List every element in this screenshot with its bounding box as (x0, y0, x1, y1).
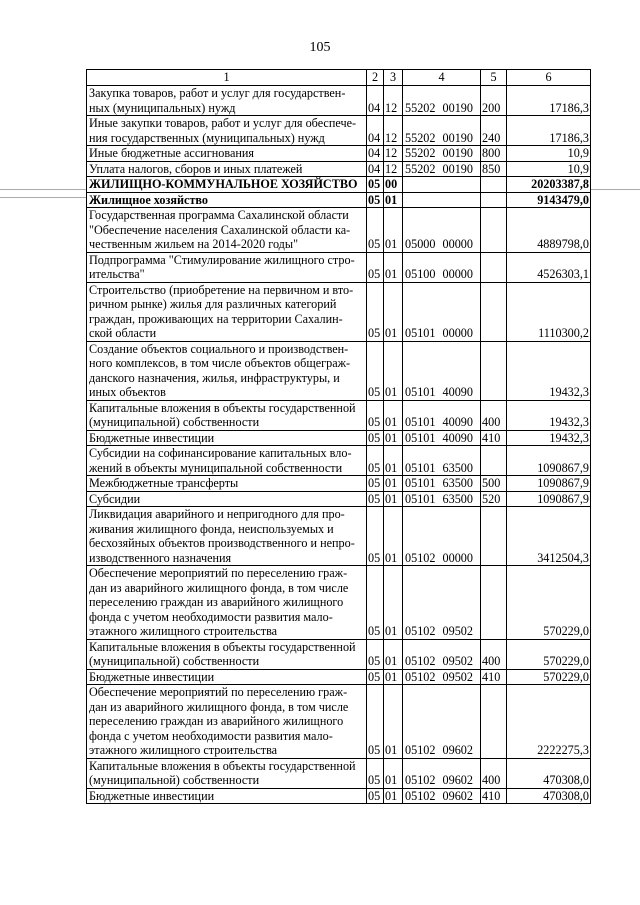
subsection-code-cell: 01 (384, 566, 403, 640)
amount-cell: 19432,3 (507, 400, 591, 430)
section-code-cell: 05 (367, 430, 384, 446)
table-row (87, 161, 591, 177)
target-article-cell: 05102 09502 (403, 669, 481, 685)
amount-cell: 1090867,9 (507, 476, 591, 492)
table-row (87, 116, 591, 146)
table-row (87, 86, 591, 116)
expense-kind-cell (481, 507, 507, 566)
target-article-cell: 05102 09602 (403, 685, 481, 759)
subsection-code-cell: 00 (384, 177, 403, 193)
expense-kind-cell: 400 (481, 758, 507, 788)
target-article-cell: 05102 09502 (403, 566, 481, 640)
amount-cell: 570229,0 (507, 639, 591, 669)
subsection-code-cell: 01 (384, 639, 403, 669)
table-row (87, 788, 591, 804)
amount-cell: 19432,3 (507, 430, 591, 446)
table-row (87, 685, 591, 759)
target-article-cell: 05100 00000 (403, 252, 481, 282)
subsection-code-cell: 01 (384, 252, 403, 282)
table-row (87, 192, 591, 208)
target-article-cell: 55202 00190 (403, 161, 481, 177)
amount-cell: 570229,0 (507, 566, 591, 640)
table-row (87, 282, 591, 341)
amount-cell: 4526303,1 (507, 252, 591, 282)
row-name-cell: Государственная программа Сахалинской области "Обеспечение населения Сахалинской области ка-чественным жильем на 2014-2020 годы" (87, 208, 367, 253)
table-row (87, 446, 591, 476)
expense-kind-cell: 520 (481, 491, 507, 507)
amount-cell: 10,9 (507, 161, 591, 177)
row-name-cell: Субсидии (87, 491, 367, 507)
target-article-cell: 55202 00190 (403, 146, 481, 162)
section-code-cell: 05 (367, 400, 384, 430)
section-code-cell: 05 (367, 208, 384, 253)
column-header: 6 (507, 70, 591, 86)
row-name-cell: Бюджетные инвестиции (87, 669, 367, 685)
budget-table (86, 69, 591, 804)
row-name-cell: ЖИЛИЩНО-КОММУНАЛЬНОЕ ХОЗЯЙСТВО (87, 177, 367, 193)
expense-kind-cell: 410 (481, 669, 507, 685)
section-code-cell: 04 (367, 86, 384, 116)
target-article-cell (403, 192, 481, 208)
section-code-cell: 05 (367, 758, 384, 788)
subsection-code-cell: 12 (384, 116, 403, 146)
row-name-cell: Капитальные вложения в объекты государственной (муниципальной) собственности (87, 758, 367, 788)
target-article-cell: 05101 40090 (403, 400, 481, 430)
section-code-cell: 05 (367, 282, 384, 341)
row-name-cell: Закупка товаров, работ и услуг для государствен-ных (муниципальных) нужд (87, 86, 367, 116)
subsection-code-cell: 01 (384, 446, 403, 476)
table-row (87, 669, 591, 685)
amount-cell: 3412504,3 (507, 507, 591, 566)
subsection-code-cell: 01 (384, 758, 403, 788)
expense-kind-cell (481, 566, 507, 640)
target-article-cell (403, 177, 481, 193)
column-header: 1 (87, 70, 367, 86)
expense-kind-cell (481, 282, 507, 341)
target-article-cell: 05102 09602 (403, 758, 481, 788)
column-header: 4 (403, 70, 481, 86)
subsection-code-cell: 01 (384, 685, 403, 759)
subsection-code-cell: 12 (384, 161, 403, 177)
amount-cell: 19432,3 (507, 341, 591, 400)
row-name-cell: Иные закупки товаров, работ и услуг для обеспече-ния государственных (муниципальных) нужд (87, 116, 367, 146)
row-name-cell: Подпрограмма "Стимулирование жилищного стро-ительства" (87, 252, 367, 282)
subsection-code-cell: 12 (384, 86, 403, 116)
column-header: 5 (481, 70, 507, 86)
table-row (87, 758, 591, 788)
section-code-cell: 04 (367, 116, 384, 146)
row-name-cell: Бюджетные инвестиции (87, 430, 367, 446)
expense-kind-cell (481, 177, 507, 193)
expense-kind-cell: 500 (481, 476, 507, 492)
section-code-cell: 04 (367, 146, 384, 162)
expense-kind-cell (481, 685, 507, 759)
table-row (87, 341, 591, 400)
row-name-cell: Строительство (приобретение на первичном и вто-ричном рынке) жилья для различных категорий граждан, проживающих на территории Сахалин-ской области (87, 282, 367, 341)
section-code-cell: 05 (367, 476, 384, 492)
expense-kind-cell: 800 (481, 146, 507, 162)
column-header: 2 (367, 70, 384, 86)
table-row (87, 177, 591, 193)
section-code-cell: 05 (367, 566, 384, 640)
amount-cell: 4889798,0 (507, 208, 591, 253)
row-name-cell: Обеспечение мероприятий по переселению граж-дан из аварийного жилищного фонда, в том числе переселению граждан из аварийного жилищного фонда с учетом необходимости развития мало-этажного жилищного строительства (87, 566, 367, 640)
section-code-cell: 05 (367, 788, 384, 804)
target-article-cell: 05101 63500 (403, 446, 481, 476)
amount-cell: 470308,0 (507, 788, 591, 804)
section-code-cell: 05 (367, 639, 384, 669)
subsection-code-cell: 01 (384, 208, 403, 253)
subsection-code-cell: 01 (384, 400, 403, 430)
target-article-cell: 55202 00190 (403, 116, 481, 146)
section-code-cell: 04 (367, 161, 384, 177)
table-row (87, 476, 591, 492)
row-name-cell: Капитальные вложения в объекты государственной (муниципальной) собственности (87, 639, 367, 669)
amount-cell: 470308,0 (507, 758, 591, 788)
section-code-cell: 05 (367, 507, 384, 566)
expense-kind-cell: 410 (481, 788, 507, 804)
subsection-code-cell: 01 (384, 491, 403, 507)
row-name-cell: Капитальные вложения в объекты государственной (муниципальной) собственности (87, 400, 367, 430)
row-name-cell: Иные бюджетные ассигнования (87, 146, 367, 162)
scan-artifact-line (590, 189, 640, 190)
page-number: 105 (309, 40, 331, 55)
amount-cell: 570229,0 (507, 669, 591, 685)
expense-kind-cell: 400 (481, 400, 507, 430)
expense-kind-cell: 850 (481, 161, 507, 177)
target-article-cell: 05101 00000 (403, 282, 481, 341)
row-name-cell: Субсидии на софинансирование капитальных вло-жений в объекты муниципальной собственности (87, 446, 367, 476)
amount-cell: 20203387,8 (507, 177, 591, 193)
table-row (87, 430, 591, 446)
subsection-code-cell: 12 (384, 146, 403, 162)
row-name-cell: Межбюджетные трансферты (87, 476, 367, 492)
subsection-code-cell: 01 (384, 669, 403, 685)
expense-kind-cell: 410 (481, 430, 507, 446)
table-row (87, 507, 591, 566)
expense-kind-cell (481, 208, 507, 253)
expense-kind-cell: 400 (481, 639, 507, 669)
expense-kind-cell (481, 446, 507, 476)
table-row (87, 146, 591, 162)
section-code-cell: 05 (367, 341, 384, 400)
subsection-code-cell: 01 (384, 282, 403, 341)
section-code-cell: 05 (367, 192, 384, 208)
amount-cell: 10,9 (507, 146, 591, 162)
row-name-cell: Ликвидация аварийного и непригодного для про-живания жилищного фонда, неиспользуемых и бесхозяйных объектов производственного и непро-изводственного назначения (87, 507, 367, 566)
amount-cell: 2222275,3 (507, 685, 591, 759)
table-row (87, 566, 591, 640)
table-row (87, 639, 591, 669)
expense-kind-cell (481, 252, 507, 282)
column-header: 3 (384, 70, 403, 86)
subsection-code-cell: 01 (384, 430, 403, 446)
table-row (87, 491, 591, 507)
table-row (87, 252, 591, 282)
table-header-row (87, 70, 591, 86)
amount-cell: 17186,3 (507, 116, 591, 146)
section-code-cell: 05 (367, 491, 384, 507)
amount-cell: 17186,3 (507, 86, 591, 116)
target-article-cell: 55202 00190 (403, 86, 481, 116)
subsection-code-cell: 01 (384, 507, 403, 566)
section-code-cell: 05 (367, 252, 384, 282)
table-row (87, 208, 591, 253)
amount-cell: 1090867,9 (507, 446, 591, 476)
amount-cell: 1110300,2 (507, 282, 591, 341)
scan-artifact-line (0, 189, 86, 190)
section-code-cell: 05 (367, 685, 384, 759)
expense-kind-cell (481, 192, 507, 208)
row-name-cell: Бюджетные инвестиции (87, 788, 367, 804)
row-name-cell: Обеспечение мероприятий по переселению граж-дан из аварийного жилищного фонда, в том числе переселению граждан из аварийного жилищного фонда с учетом необходимости развития мало-этажного жилищного строительства (87, 685, 367, 759)
section-code-cell: 05 (367, 446, 384, 476)
target-article-cell: 05101 40090 (403, 430, 481, 446)
target-article-cell: 05101 40090 (403, 341, 481, 400)
scan-artifact-line (0, 197, 86, 198)
amount-cell: 9143479,0 (507, 192, 591, 208)
target-article-cell: 05101 63500 (403, 476, 481, 492)
subsection-code-cell: 01 (384, 341, 403, 400)
expense-kind-cell: 200 (481, 86, 507, 116)
subsection-code-cell: 01 (384, 192, 403, 208)
section-code-cell: 05 (367, 177, 384, 193)
row-name-cell: Уплата налогов, сборов и иных платежей (87, 161, 367, 177)
target-article-cell: 05102 09602 (403, 788, 481, 804)
row-name-cell: Жилищное хозяйство (87, 192, 367, 208)
target-article-cell: 05102 09502 (403, 639, 481, 669)
row-name-cell: Создание объектов социального и производствен-ного комплексов, в том числе объектов общеграж-данского назначения, жилья, инфраструктуры, и иных объектов (87, 341, 367, 400)
expense-kind-cell (481, 341, 507, 400)
section-code-cell: 05 (367, 669, 384, 685)
subsection-code-cell: 01 (384, 476, 403, 492)
target-article-cell: 05000 00000 (403, 208, 481, 253)
target-article-cell: 05101 63500 (403, 491, 481, 507)
expense-kind-cell: 240 (481, 116, 507, 146)
amount-cell: 1090867,9 (507, 491, 591, 507)
subsection-code-cell: 01 (384, 788, 403, 804)
table-row (87, 400, 591, 430)
target-article-cell: 05102 00000 (403, 507, 481, 566)
